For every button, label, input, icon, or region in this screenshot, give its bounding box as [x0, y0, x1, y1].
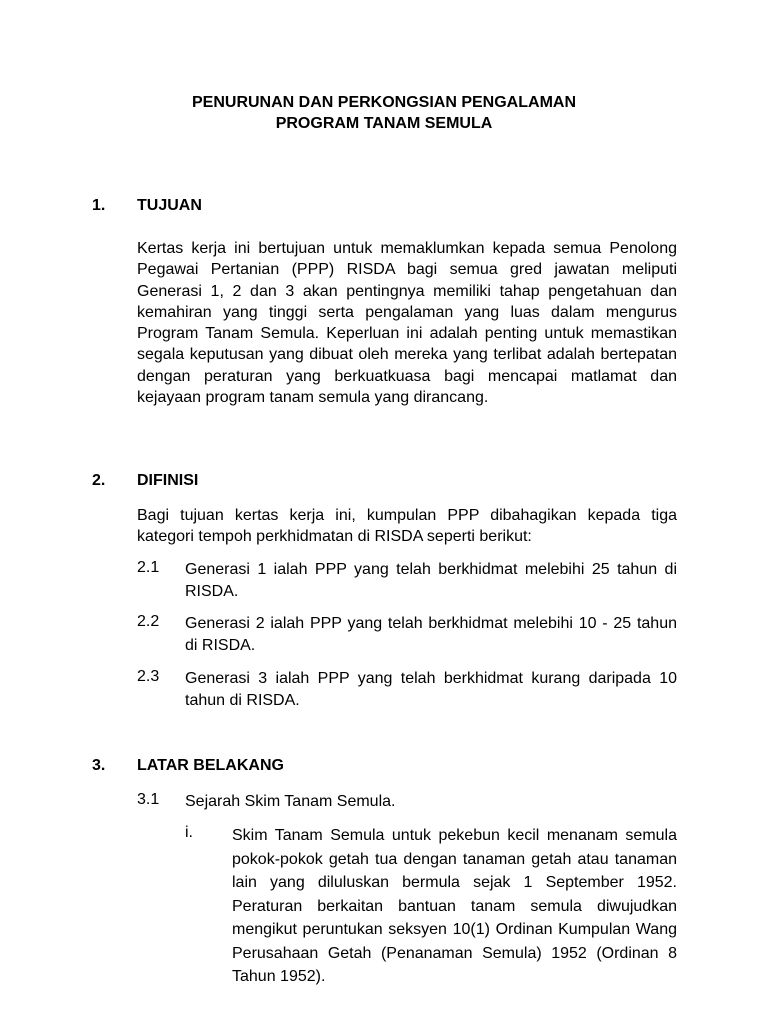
section-1-number: 1. — [92, 197, 106, 214]
title-line-2: PROGRAM TANAM SEMULA — [275, 115, 493, 132]
section-1-heading: TUJUAN — [137, 197, 202, 214]
section-1-paragraph: Kertas kerja ini bertujuan untuk memaklumkan kepada semua Penolong Pegawai Pertanian (PPP) RISDA bagi semua gred jawatan meliputi Generasi 1, 2 dan 3 akan pentingnya memiliki tahap pengetahuan dan kemahiran yang tinggi serta pengalaman yang luas dalam mengurus Program Tanam Semula. Keperluan ini adalah penting untuk memastikan segala keputusan yang dibuat oleh mereka yang terlibat adalah bertepatan dengan peraturan yang berkuatkuasa bagi mencapai matlamat dan kejayaan program tanam semula yang dirancang. — [137, 240, 677, 407]
section-2-number: 2. — [92, 472, 106, 489]
section-2-heading: DIFINISI — [137, 472, 199, 489]
document-title — [0, 92, 768, 134]
item-2-3-number: 2.3 — [137, 668, 160, 685]
item-2-3-text: Generasi 3 ialah PPP yang telah berkhidmat kurang daripada 10 tahun di RISDA. — [185, 670, 677, 709]
item-3-1-text: Sejarah Skim Tanam Semula. — [185, 793, 396, 810]
item-2-2-number: 2.2 — [137, 613, 160, 630]
section-3-heading: LATAR BELAKANG — [137, 757, 284, 774]
item-3-1-i-number: i. — [185, 824, 193, 841]
title-line-1: PENURUNAN DAN PERKONGSIAN PENGALAMAN — [191, 94, 576, 111]
section-2-paragraph: Bagi tujuan kertas kerja ini, kumpulan PPP dibahagikan kepada tiga kategori tempoh perkhidmatan di RISDA seperti berikut: — [137, 507, 677, 546]
section-3-number: 3. — [92, 757, 106, 774]
item-3-1-i-text: Skim Tanam Semula untuk pekebun kecil menanam semula pokok-pokok getah tua dengan tanaman getah atau tanaman lain yang diluluskan bermula sejak 1 September 1952. Peraturan berkaitan bantuan tanam semula diwujudkan mengikut peruntukan seksyen 10(1) Ordinan Kumpulan Wang Perusahaan Getah (Penanaman Semula) 1952 (Ordinan 8 Tahun 1952). — [232, 827, 677, 985]
item-2-1-number: 2.1 — [137, 559, 160, 576]
item-2-1-text: Generasi 1 ialah PPP yang telah berkhidmat melebihi 25 tahun di RISDA. — [185, 561, 677, 600]
item-2-2-text: Generasi 2 ialah PPP yang telah berkhidmat melebihi 10 - 25 tahun di RISDA. — [185, 615, 677, 654]
item-3-1-number: 3.1 — [137, 791, 160, 808]
